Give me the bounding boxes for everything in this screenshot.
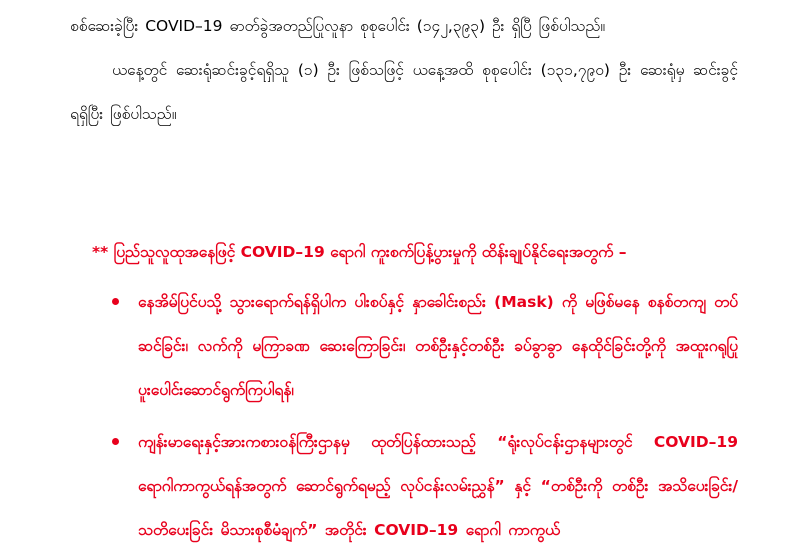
list-item <box>70 420 738 552</box>
bullet-dot-icon <box>112 298 119 305</box>
section-heading: ** ပြည်သူလူထုအနေဖြင့် COVID–19 ရောဂါ ကူးစက်ပြန့်ပွားမှုကို ထိန်းချုပ်နိုင်ရေးအတွက် – <box>92 243 627 261</box>
paragraph-case-total: စစ်ဆေးခဲ့ပြီး COVID–19 ဓာတ်ခွဲအတည်ပြုလူနာ စုစုပေါင်း (၁၄၂,၃၉၃) ဦး ရှိပြီ ဖြစ်ပါသည်။ <box>70 17 606 35</box>
paragraph-discharged: ယနေ့တွင် ဆေးရုံဆင်းခွင့်ရရှိသူ (၁) ဦး ဖြစ်သဖြင့် ယနေ့အထိ စုစုပေါင်း (၁၃၁,၇၉၀) ဦး ဆေးရုံမှ ဆင်းခွင့် ရရှိပြီး ဖြစ်ပါသည်။ <box>70 61 738 123</box>
page-bottom-clip <box>0 544 800 550</box>
list-item <box>70 280 738 412</box>
guidance-bullet-list <box>70 280 738 552</box>
section-spacer <box>70 136 738 232</box>
list-item-text: နေအိမ်ပြင်ပသို့ သွားရောက်ရန်ရှိပါက ပါးစပ်နှင့် နှာခေါင်းစည်း (Mask) ကို မဖြစ်မနေ စနစ်တကျ တပ်ဆင်ခြင်း၊ လက်ကို မကြာခဏ ဆေးကြောခြင်း၊ တစ်ဦးနှင့်တစ်ဦး ခပ်ခွာခွာ နေထိုင်ခြင်းတို့ကို အထူးဂရုပြု ပူးပေါင်းဆောင်ရွက်ကြပါရန်၊ <box>138 293 738 399</box>
list-item-text: ကျန်းမာရေးနှင့်အားကစားဝန်ကြီးဌာနမှ ထုတ်ပြန်ထားသည့် “ရုံးလုပ်ငန်းဌာနများတွင် COVID–19 ရောဂါကာကွယ်ရန်အတွက် ဆောင်ရွက်ရမည့် လုပ်ငန်းလမ်းညွှန်” နှင့် “တစ်ဦးကို တစ်ဦး အသိပေးခြင်း/ သတိပေးခြင်း မိသားစုစီမံချက်” အတိုင်း COVID–19 ရောဂါ ကာကွယ် <box>138 433 738 539</box>
bullet-dot-icon <box>112 438 119 445</box>
